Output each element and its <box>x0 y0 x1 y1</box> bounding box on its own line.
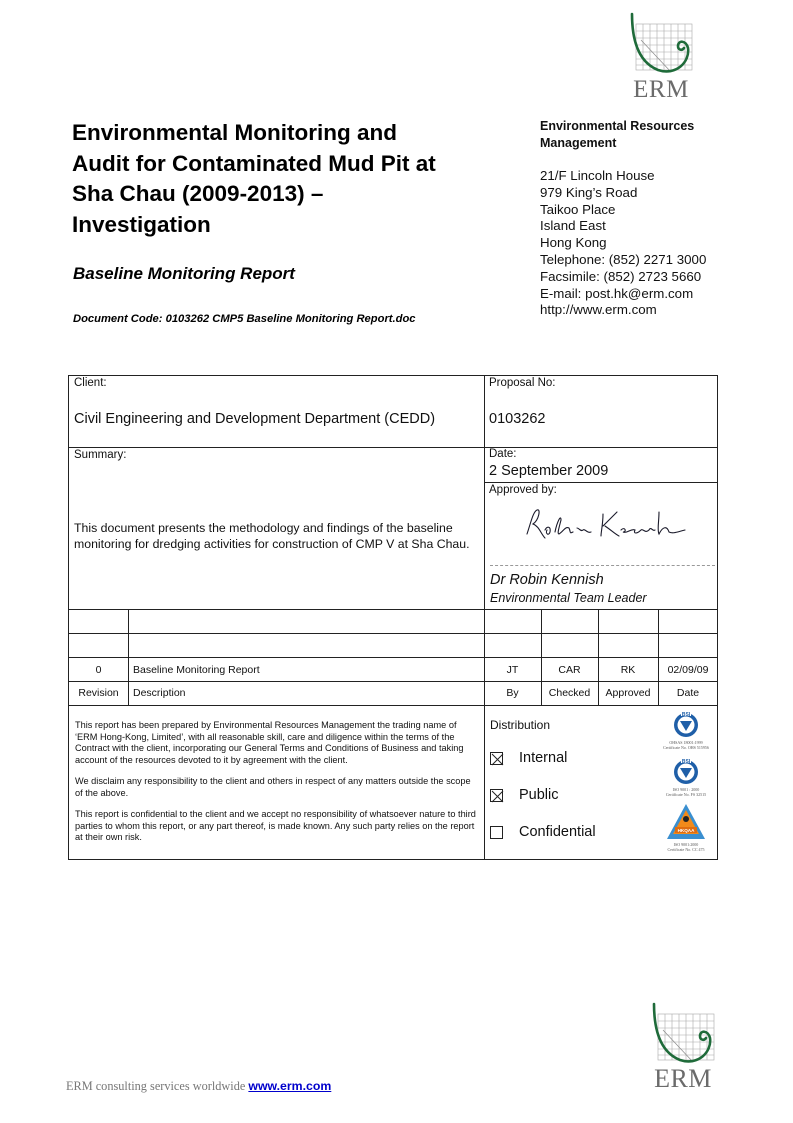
checked-x-icon <box>491 753 504 766</box>
summary-label: Summary: <box>74 449 127 461</box>
erm-wordmark: ERM <box>654 1064 712 1093</box>
address-line: Hong Kong <box>540 235 607 251</box>
proposal-value: 0103262 <box>489 411 546 427</box>
distribution-label: Distribution <box>490 718 551 732</box>
date-header: Date <box>676 687 700 699</box>
client-value: Civil Engineering and Development Department (CEDD) <box>74 411 436 427</box>
row-divider <box>69 609 718 610</box>
erm-logo-top <box>626 10 696 103</box>
certification-hkqaa <box>656 803 716 852</box>
org-name-line: Environmental Resources <box>540 119 695 133</box>
distribution-public[interactable] <box>490 787 559 803</box>
erm-logo-mark-icon <box>648 1000 718 1072</box>
row-divider <box>69 447 718 448</box>
confidential-checkbox[interactable] <box>490 826 503 839</box>
row-divider <box>484 482 718 483</box>
approved-by-label: Approved by: <box>489 484 557 496</box>
distribution-section <box>484 705 718 860</box>
by-cell: JT <box>506 664 519 676</box>
certification-iso9001-bsi <box>656 756 716 797</box>
document-subtitle: Baseline Monitoring Report <box>73 264 295 283</box>
organization-block <box>540 118 706 319</box>
checked-x-icon <box>491 790 504 803</box>
title-line: Environmental Monitoring and <box>72 120 397 145</box>
signature-line <box>490 565 715 566</box>
checked-cell: CAR <box>558 664 581 676</box>
certification-ohsas <box>656 709 716 750</box>
erm-logo-bottom <box>648 1000 718 1092</box>
bsi-badge-icon <box>671 709 701 739</box>
cert-line: OHSAS 18001:1999 <box>669 740 703 745</box>
website[interactable]: http://www.erm.com <box>540 302 657 318</box>
revision-cell: 0 <box>95 664 102 676</box>
disclaimer <box>75 720 480 854</box>
title-line: Audit for Contaminated Mud Pit at <box>72 150 436 176</box>
by-header: By <box>506 687 519 699</box>
address-line: 979 King’s Road <box>540 184 638 200</box>
bsi-badge-text: BSI <box>681 759 691 765</box>
disclaimer-paragraph: This report has been prepared by Environmental Resources Management the trading name of ‘ERM Hong-Kong, Limited’, with all reasonable skill, care and diligence within the terms of the Contract with the client, incorporating our General Terms and Conditions of Business and taking account of the resources devoted to it by agreement with the client. <box>75 720 464 765</box>
document-info-table <box>68 375 718 860</box>
approved-header: Approved <box>605 687 651 699</box>
checked-header: Checked <box>548 687 591 699</box>
approver-name: Dr Robin Kennish <box>490 572 604 588</box>
erm-wordmark: ERM <box>633 76 689 103</box>
org-address <box>540 168 706 319</box>
cert-line: Certificate No. OHS 515956 <box>663 745 709 750</box>
description-header: Description <box>133 687 186 699</box>
row-divider <box>69 681 718 682</box>
distribution-item-label: Internal <box>519 750 568 766</box>
proposal-label: Proposal No: <box>489 377 556 389</box>
cert-line: ISO 9001 : 2000 <box>672 787 700 792</box>
approver-title: Environmental Team Leader <box>490 591 647 605</box>
description-cell: Baseline Monitoring Report <box>133 664 260 676</box>
approved-cell: RK <box>620 664 636 676</box>
org-name-line: Management <box>540 136 617 150</box>
date-value: 2 September 2009 <box>489 463 609 479</box>
col-divider <box>484 376 485 609</box>
address-line: Taikoo Place <box>540 201 616 217</box>
footer-text: ERM consulting services worldwide <box>66 1079 246 1093</box>
erm-logo-mark-icon <box>626 10 696 82</box>
email[interactable]: E-mail: post.hk@erm.com <box>540 285 694 301</box>
internal-checkbox[interactable] <box>490 752 503 765</box>
telephone: Telephone: (852) 2271 3000 <box>540 251 707 267</box>
document-code: Document Code: 0103262 CMP5 Baseline Monitoring Report.doc <box>73 313 416 325</box>
disclaimer-paragraph: This report is confidential to the client and we accept no responsibility of whatsoever nature to third parties to whom this report, or any part thereof, is made known. Any such party relies on the report at their own risk. <box>75 809 476 842</box>
disclaimer-paragraph: We disclaim any responsibility to the client and others in respect of any matters outside the scope of the above. <box>75 776 471 798</box>
row-divider <box>69 633 718 634</box>
footer <box>66 1079 331 1094</box>
col-divider <box>128 609 129 705</box>
summary-text: This document presents the methodology and findings of the baseline monitoring for dredging activities for construction of CMP V at Sha Chau. <box>74 521 470 551</box>
cert-line: Certificate No. FS 32515 <box>665 792 707 797</box>
address-line: 21/F Lincoln House <box>540 168 655 183</box>
title-line: Investigation <box>72 211 211 237</box>
distribution-item-label: Confidential <box>519 824 596 840</box>
cert-line: ISO 9001:2000 <box>673 842 699 847</box>
hkqaa-badge-icon <box>666 803 706 841</box>
row-divider <box>69 657 718 658</box>
bsi-badge-text: BSI <box>681 712 691 718</box>
facsimile: Facsimile: (852) 2723 5660 <box>540 268 702 284</box>
distribution-item-label: Public <box>519 787 559 803</box>
approver-signature <box>519 504 689 550</box>
bsi-badge-icon <box>671 756 701 786</box>
cert-line: Certificate No. CC 475 <box>667 847 705 852</box>
date-label: Date: <box>489 448 517 460</box>
date-cell: 02/09/09 <box>667 664 709 676</box>
title-line: Sha Chau (2009-2013) – <box>72 181 324 206</box>
address-line: Island East <box>540 218 606 234</box>
footer-link[interactable]: www.erm.com <box>248 1079 332 1093</box>
public-checkbox[interactable] <box>490 789 503 802</box>
distribution-internal[interactable] <box>490 750 567 766</box>
client-label: Client: <box>74 377 107 389</box>
revision-header: Revision <box>78 687 119 699</box>
hkqaa-badge-text: HKQAA <box>677 828 695 833</box>
document-title <box>72 118 492 240</box>
distribution-confidential[interactable] <box>490 824 596 840</box>
